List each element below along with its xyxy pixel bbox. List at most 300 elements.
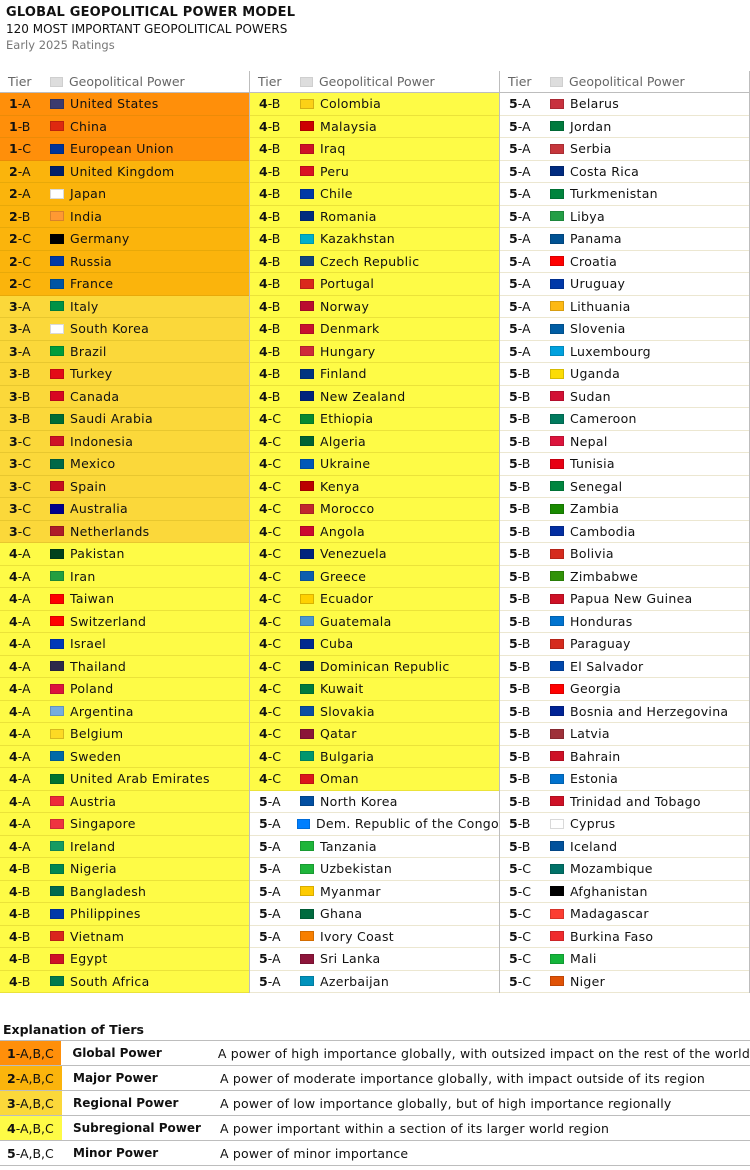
tier-number: 5 [509, 951, 518, 967]
flag-icon [550, 706, 564, 716]
tier-number: 5 [509, 816, 518, 832]
flag-icon [50, 639, 64, 649]
flag-icon [550, 504, 564, 514]
table-row [0, 881, 249, 904]
tier-explanation [0, 1021, 750, 1166]
tier-suffix: -A [517, 141, 531, 157]
table-row [250, 813, 499, 836]
table-row [500, 881, 749, 904]
flag-icon [550, 774, 564, 784]
flag-icon [550, 526, 564, 536]
flag-icon [550, 931, 564, 941]
tier-number: 4 [259, 231, 268, 247]
tier-number: 5 [509, 883, 518, 899]
table-row [500, 521, 749, 544]
tier-code [250, 366, 300, 381]
table-row [250, 791, 499, 814]
table-row [0, 948, 249, 971]
flag-icon [550, 189, 564, 199]
country-name: Zimbabwe [570, 568, 639, 584]
flag-icon [550, 751, 564, 761]
flag-icon [550, 841, 564, 851]
tier-number: 5 [509, 411, 518, 427]
flag-icon [50, 774, 64, 784]
tier-label: Regional Power [73, 1096, 179, 1110]
table-row [500, 948, 749, 971]
country-name: Dem. Republic of the Congo [315, 816, 499, 832]
tier-code [0, 636, 50, 651]
country-name: Oman [320, 771, 359, 787]
tier-suffix: -C [17, 501, 31, 517]
flag-icon [300, 189, 314, 199]
tier-number: 4 [9, 771, 18, 787]
tier-code [250, 119, 300, 134]
tier-suffix: -C [517, 883, 531, 899]
tier-description: A power important within a section of its larger world region [220, 1120, 610, 1136]
tier-number: 4 [9, 793, 18, 809]
table-row [0, 701, 249, 724]
flag-icon [550, 639, 564, 649]
table-row [0, 431, 249, 454]
table-rows [0, 93, 249, 993]
table-column-2 [250, 71, 500, 993]
flag-icon [50, 684, 64, 694]
tier-number: 1 [9, 141, 18, 157]
tier-number: 4 [259, 591, 268, 607]
tier-code [250, 186, 300, 201]
country-name: Jordan [570, 118, 612, 134]
tier-number: 3 [9, 411, 18, 427]
tier-number: 4 [9, 883, 18, 899]
table-row [250, 926, 499, 949]
flag-icon [550, 616, 564, 626]
table-rows [250, 93, 499, 993]
table-row [0, 228, 249, 251]
country-name: Germany [70, 231, 130, 247]
tier-number: 5 [509, 771, 518, 787]
tier-suffix: -B [17, 118, 31, 134]
tier-suffix: -B [267, 141, 281, 157]
flag-icon [550, 684, 564, 694]
tier-code [250, 434, 300, 449]
tier-suffix: -A [517, 343, 531, 359]
country-name: Ireland [70, 838, 116, 854]
flag-icon [300, 931, 314, 941]
table-row [250, 948, 499, 971]
table-row [500, 138, 749, 161]
country-name: Uganda [570, 366, 621, 382]
tier-number: 4 [9, 748, 18, 764]
tier-code [250, 411, 300, 426]
tier-number: 2 [9, 276, 18, 292]
tier-suffix: -C [267, 523, 281, 539]
table-row [0, 588, 249, 611]
tier-suffix: -B [517, 501, 531, 517]
table-row [500, 633, 749, 656]
table-row [500, 386, 749, 409]
tier-suffix: -C [17, 478, 31, 494]
tier-number: 4 [259, 321, 268, 337]
tier-number: 4 [259, 208, 268, 224]
tier-number: 3 [9, 478, 18, 494]
flag-icon [300, 436, 314, 446]
country-name: Brazil [70, 343, 107, 359]
tier-number: 5 [509, 321, 518, 337]
table-row [250, 903, 499, 926]
tier-suffix: -B [517, 411, 531, 427]
tier-code [500, 164, 550, 179]
tier-suffix: -A,B,C [15, 1095, 54, 1111]
table-row [500, 161, 749, 184]
tier-number: 5 [509, 726, 518, 742]
tier-code [500, 366, 550, 381]
tier-suffix: -A [517, 208, 531, 224]
table-row [250, 453, 499, 476]
country-name: Singapore [70, 816, 136, 832]
tier-code [0, 569, 50, 584]
flag-icon [300, 549, 314, 559]
tier-suffix: -B [17, 411, 31, 427]
flag-icon [300, 504, 314, 514]
country-name: Honduras [570, 613, 633, 629]
tier-suffix: -A,B,C [15, 1045, 54, 1061]
country-name: Sri Lanka [320, 951, 381, 967]
country-name: Estonia [570, 771, 619, 787]
country-name: China [70, 118, 108, 134]
tier-code [0, 861, 50, 876]
tier-suffix: -B [517, 433, 531, 449]
explanation-row [0, 1091, 750, 1116]
tier-suffix: -A [17, 726, 31, 742]
country-name: Venezuela [320, 546, 387, 562]
flag-icon [550, 324, 564, 334]
table-row [0, 836, 249, 859]
tier-number: 5 [509, 568, 518, 584]
country-name: Thailand [70, 658, 127, 674]
flag-icon [300, 526, 314, 536]
tier-number: 5 [509, 163, 518, 179]
table-row [500, 318, 749, 341]
flag-icon [550, 369, 564, 379]
flag-icon [300, 144, 314, 154]
tier-number: 4 [9, 613, 18, 629]
flag-icon [550, 301, 564, 311]
table-row [250, 341, 499, 364]
country-name: Colombia [320, 96, 382, 112]
tier-suffix: -B [517, 568, 531, 584]
tier-suffix: -C [267, 478, 281, 494]
tier-code [500, 726, 550, 741]
table-row [0, 903, 249, 926]
table-row [0, 476, 249, 499]
tier-code [250, 479, 300, 494]
country-name: France [70, 276, 114, 292]
country-name: Dominican Republic [320, 658, 450, 674]
flag-icon [550, 909, 564, 919]
tier-suffix: -C [267, 591, 281, 607]
tier-code [500, 636, 550, 651]
table-row [250, 251, 499, 274]
tier-number: 4 [259, 748, 268, 764]
tier-suffix: -B [267, 96, 281, 112]
tier-suffix: -B [517, 681, 531, 697]
country-name: Tanzania [320, 838, 377, 854]
tier-suffix: -B [17, 906, 31, 922]
tier-suffix: -A [267, 928, 281, 944]
tier-suffix: -A [517, 186, 531, 202]
tier-suffix: -A [267, 883, 281, 899]
tier-code [0, 479, 50, 494]
tier-number: 5 [509, 928, 518, 944]
country-name: Tunisia [570, 456, 615, 472]
country-name: Cuba [320, 636, 354, 652]
tier-number: 4 [9, 838, 18, 854]
country-name: Uruguay [570, 276, 626, 292]
country-name: Sweden [70, 748, 122, 764]
tier-code [0, 546, 50, 561]
flag-icon [300, 234, 314, 244]
table-row [250, 971, 499, 994]
flag-icon [50, 144, 64, 154]
tier-code [500, 501, 550, 516]
tier-code [250, 636, 300, 651]
country-name: Spain [70, 478, 107, 494]
country-name: Cyprus [570, 816, 616, 832]
tier-code [500, 884, 550, 899]
country-name: Myanmar [320, 883, 381, 899]
tier-suffix: -C [267, 613, 281, 629]
tier-suffix: -B [517, 658, 531, 674]
tier-suffix: -B [517, 546, 531, 562]
country-name: Greece [320, 568, 367, 584]
flag-icon [550, 976, 564, 986]
flag-icon [50, 706, 64, 716]
country-name: Niger [570, 973, 606, 989]
table-row [500, 768, 749, 791]
country-name: Kenya [320, 478, 360, 494]
table-row [250, 881, 499, 904]
tier-number: 1 [9, 96, 18, 112]
tier-number: 2 [9, 253, 18, 269]
table-row [0, 611, 249, 634]
flag-icon [550, 234, 564, 244]
country-name: Ivory Coast [320, 928, 394, 944]
tier-number: 5 [509, 838, 518, 854]
tier-number: 5 [7, 1145, 16, 1161]
flag-icon [50, 931, 64, 941]
tier-code [500, 569, 550, 584]
table-row [500, 588, 749, 611]
tier-suffix: -B [17, 973, 31, 989]
tier-code [250, 501, 300, 516]
country-name: Ukraine [320, 456, 371, 472]
tier-code [0, 321, 50, 336]
tier-code [500, 299, 550, 314]
country-name: Turkey [70, 366, 113, 382]
country-name: Afghanistan [570, 883, 648, 899]
country-name: Iraq [320, 141, 346, 157]
country-name: Czech Republic [320, 253, 420, 269]
table-row [250, 701, 499, 724]
tier-suffix: -A [17, 321, 31, 337]
tier-number: 1 [7, 1045, 16, 1061]
tier-suffix: -C [267, 703, 281, 719]
country-name: Ecuador [320, 591, 374, 607]
power-header: Geopolitical Power [319, 74, 435, 89]
tier-code [500, 951, 550, 966]
tier-code [250, 164, 300, 179]
table-rows [500, 93, 749, 993]
tier-number: 5 [509, 658, 518, 674]
tier-suffix: -B [267, 366, 281, 382]
country-name: Vietnam [70, 928, 125, 944]
table-row [0, 678, 249, 701]
tier-code [0, 704, 50, 719]
table-column-3 [500, 71, 750, 993]
header [6, 4, 295, 53]
country-name: Morocco [320, 501, 375, 517]
flag-icon [550, 729, 564, 739]
flag-icon [300, 121, 314, 131]
country-name: Egypt [70, 951, 108, 967]
table-row [500, 678, 749, 701]
tier-code [250, 321, 300, 336]
tier-number: 2 [9, 231, 18, 247]
table-row [250, 611, 499, 634]
country-name: Turkmenistan [570, 186, 658, 202]
tier-code [250, 659, 300, 674]
tier-number: 4 [9, 591, 18, 607]
table-row [500, 408, 749, 431]
country-name: Japan [70, 186, 107, 202]
table-row [250, 723, 499, 746]
tier-number: 5 [509, 613, 518, 629]
flag-icon [50, 594, 64, 604]
tier-suffix: -C [267, 568, 281, 584]
tier-suffix: -B [267, 163, 281, 179]
tier-number: 4 [259, 703, 268, 719]
tier-number: 5 [509, 253, 518, 269]
tier-code [250, 546, 300, 561]
tier-number: 4 [259, 726, 268, 742]
tier-number: 4 [7, 1120, 16, 1136]
country-name: Chile [320, 186, 353, 202]
table-row [0, 341, 249, 364]
tier-suffix: -B [17, 951, 31, 967]
tier-number: 5 [509, 186, 518, 202]
table-row [500, 431, 749, 454]
tier-number: 5 [509, 298, 518, 314]
flag-icon [300, 369, 314, 379]
flag-icon [50, 819, 64, 829]
tier-number: 4 [9, 636, 18, 652]
country-name: Algeria [320, 433, 367, 449]
table-row [250, 183, 499, 206]
tier-suffix: -A [517, 96, 531, 112]
table-row [0, 498, 249, 521]
tier-number: 3 [9, 366, 18, 382]
tier-number: 5 [259, 861, 268, 877]
tier-code [0, 96, 50, 111]
tier-number: 5 [509, 141, 518, 157]
country-name: Luxembourg [570, 343, 651, 359]
country-name: Switzerland [70, 613, 147, 629]
flag-icon [50, 414, 64, 424]
tier-suffix: -C [267, 726, 281, 742]
tier-code [500, 479, 550, 494]
table-row [250, 138, 499, 161]
flag-icon [50, 886, 64, 896]
tier-range [0, 1141, 62, 1165]
country-name: Iceland [570, 838, 618, 854]
tier-number: 5 [509, 748, 518, 764]
tier-suffix: -A [517, 253, 531, 269]
table-row [0, 183, 249, 206]
table-row [250, 431, 499, 454]
tier-code [500, 659, 550, 674]
flag-icon [50, 571, 64, 581]
country-name: Iran [70, 568, 96, 584]
table-row [0, 116, 249, 139]
flag-icon [550, 256, 564, 266]
tier-number: 4 [9, 568, 18, 584]
flag-icon [50, 324, 64, 334]
tier-label: Global Power [72, 1046, 162, 1060]
flag-placeholder-icon [550, 77, 563, 87]
tier-code [250, 276, 300, 291]
tier-number: 1 [9, 118, 18, 134]
tier-number: 3 [9, 388, 18, 404]
flag-icon [550, 391, 564, 401]
country-name: United Arab Emirates [70, 771, 210, 787]
tier-suffix: -A [17, 546, 31, 562]
tier-code [0, 591, 50, 606]
tier-code [250, 861, 300, 876]
flag-icon [50, 729, 64, 739]
country-name: Denmark [320, 321, 380, 337]
tier-suffix: -A [267, 973, 281, 989]
table-row [0, 386, 249, 409]
tier-code [500, 591, 550, 606]
flag-icon [300, 616, 314, 626]
tier-number: 5 [509, 703, 518, 719]
table-row [250, 296, 499, 319]
country-name: Burkina Faso [570, 928, 654, 944]
tier-code [500, 524, 550, 539]
table-row [250, 273, 499, 296]
tier-number: 5 [509, 906, 518, 922]
tier-suffix: -A,B,C [15, 1120, 54, 1136]
tier-suffix: -B [517, 771, 531, 787]
tier-number: 5 [259, 883, 268, 899]
tier-suffix: -B [17, 388, 31, 404]
table-row [250, 93, 499, 116]
tier-number: 5 [509, 366, 518, 382]
country-name: Slovenia [570, 321, 626, 337]
table-row [0, 633, 249, 656]
country-name: Mexico [70, 456, 116, 472]
tier-code [500, 141, 550, 156]
tier-code [500, 186, 550, 201]
tier-suffix: -B [517, 591, 531, 607]
tier-suffix: -C [267, 411, 281, 427]
table-row [0, 746, 249, 769]
tier-number: 3 [9, 523, 18, 539]
country-name: Zambia [570, 501, 620, 517]
table-row [0, 161, 249, 184]
table-row [0, 296, 249, 319]
tier-number: 5 [509, 276, 518, 292]
